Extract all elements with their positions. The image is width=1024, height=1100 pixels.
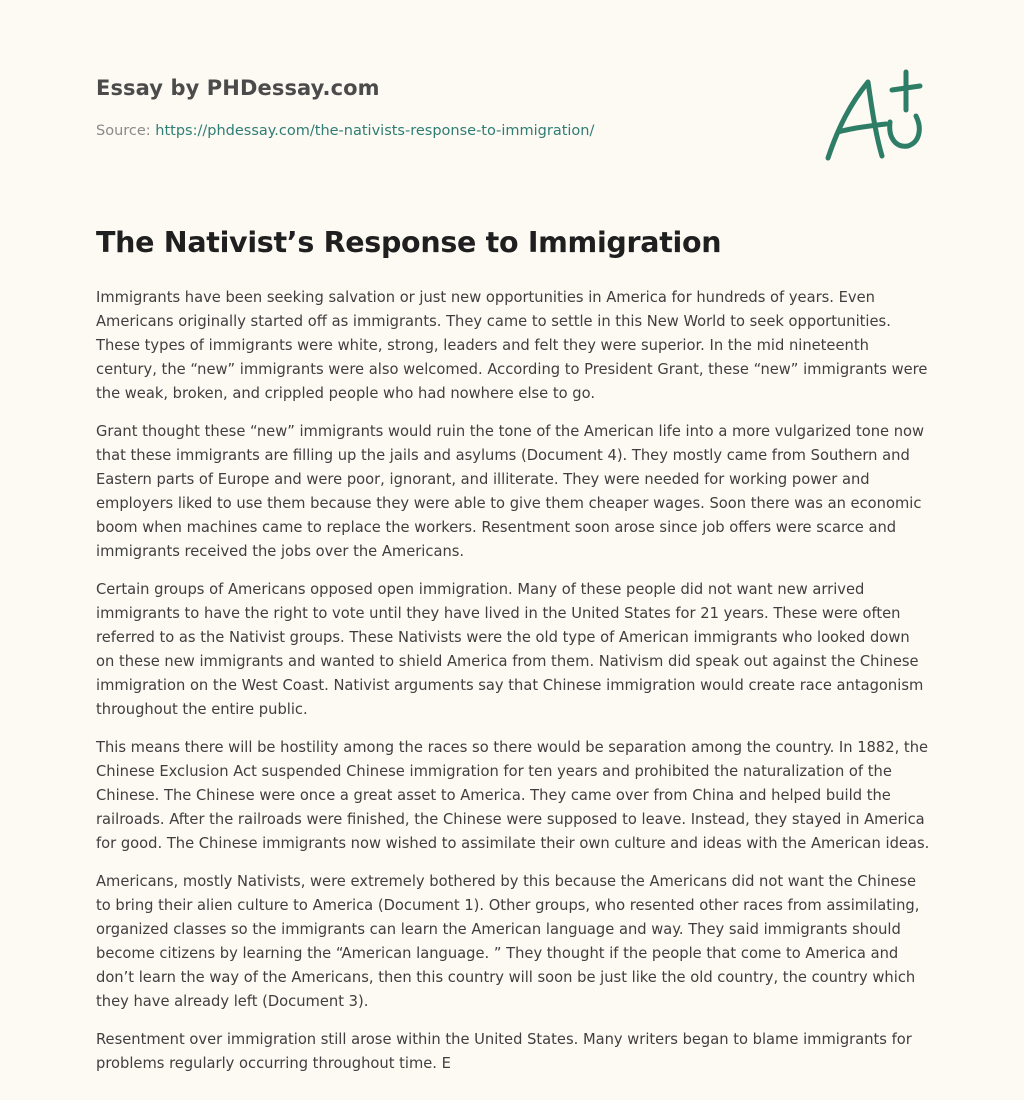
source-link[interactable]: https://phdessay.com/the-nativists-response-to-immigration/ bbox=[155, 123, 595, 139]
a-plus-logo-icon bbox=[816, 66, 936, 166]
essay-title: The Nativist’s Response to Immigration bbox=[96, 226, 722, 259]
paragraph: This means there will be hostility among the races so there would be separation among the country. In 1882, the Chinese Exclusion Act suspended Chinese immigration for ten years and prohibited the naturalization of the Chinese. The Chinese were once a great asset to America. They came over from China and helped build the railroads. After the railroads were finished, the Chinese were supposed to leave. Instead, they stayed in America for good. The Chinese immigrants now wished to assimilate their own culture and ideas with the American ideas. bbox=[96, 739, 930, 852]
paragraph: Immigrants have been seeking salvation or just new opportunities in America for hundreds of years. Even Americans originally started off as immigrants. They came to settle in this New World to seek opportunities. These types of immigrants were white, strong, leaders and felt they were superior. In the mid nineteenth century, the “new” immigrants were also welcomed. According to President Grant, these “new” immigrants were the weak, broken, and crippled people who had nowhere else to go. bbox=[96, 289, 928, 402]
essay-body bbox=[96, 286, 932, 1090]
source-line bbox=[96, 123, 594, 139]
paragraph: Certain groups of Americans opposed open immigration. Many of these people did not want new arrived immigrants to have the right to vote until they have lived in the United States for 21 years. These were often referred to as the Nativist groups. These Nativists were the old type of American immigrants who looked down on these new immigrants and wanted to shield America from them. Nativism did speak out against the Chinese immigration on the West Coast. Nativist arguments say that Chinese immigration would create race antagonism throughout the entire public. bbox=[96, 581, 924, 718]
paragraph: Grant thought these “new” immigrants would ruin the tone of the American life into a more vulgarized tone now that these immigrants are filling up the jails and asylums (Document 4). They mostly came from Southern and Eastern parts of Europe and were poor, ignorant, and illiterate. They were needed for working power and employers liked to use them because they were able to give them cheaper wages. Soon there was an economic boom when machines came to replace the workers. Resentment soon arose since job offers were scarce and immigrants received the jobs over the Americans. bbox=[96, 423, 925, 560]
source-label: Source: bbox=[96, 123, 156, 139]
site-brand: Essay by PHDessay.com bbox=[96, 76, 380, 100]
paragraph: Resentment over immigration still arose within the United States. Many writers began to blame immigrants for problems regularly occurring throughout time. E bbox=[96, 1031, 912, 1072]
paragraph: Americans, mostly Nativists, were extremely bothered by this because the Americans did not want the Chinese to bring their alien culture to America (Document 1). Other groups, who resented other races from assimilating, organized classes so the immigrants can learn the American language and way. They said immigrants should become citizens by learning the “American language. ” They thought if the people that come to America and don’t learn the way of the Americans, then this country will soon be just like the old country, the country which they have already left (Document 3). bbox=[96, 873, 920, 1010]
